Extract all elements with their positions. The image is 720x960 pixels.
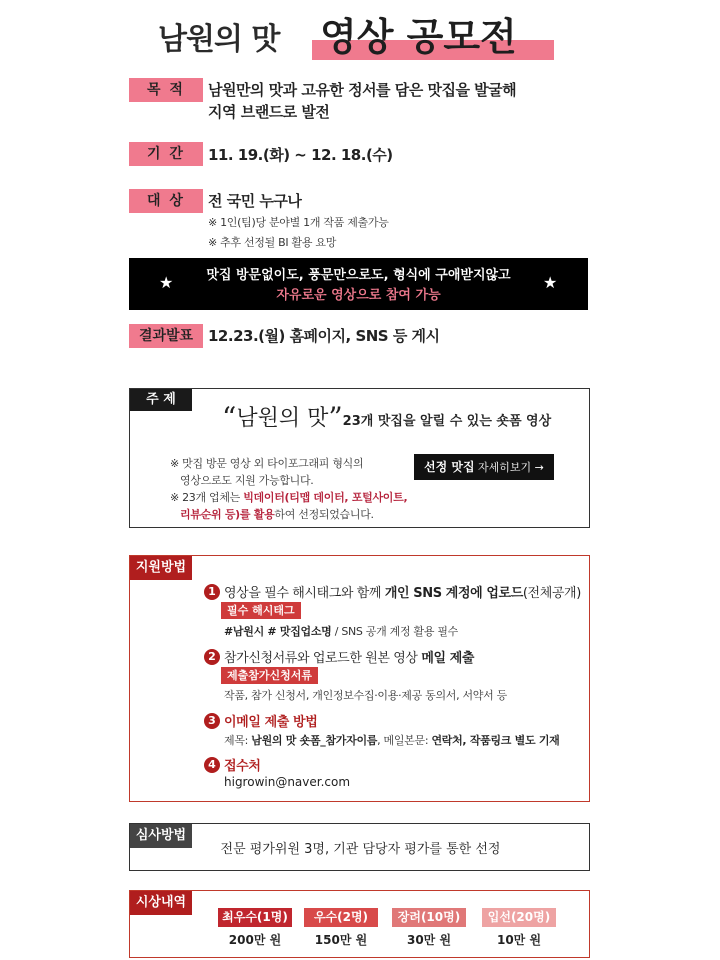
- step3-detail: 제목: 남원의 맛 숏폼_참가자이름, 메일본문: 연락처, 작품링크 별도 기재: [224, 734, 560, 747]
- participation-banner: [129, 258, 588, 310]
- star-icon: ★: [159, 273, 174, 292]
- topic-headline: [222, 401, 551, 434]
- step-number-2: 2: [204, 649, 220, 665]
- award-honorable: 입선(20명): [482, 908, 556, 927]
- judging-label: 심사방법: [130, 824, 192, 848]
- step2-detail: 작품, 참가 신청서, 개인정보수집·이용·제공 동의서, 서약서 등: [224, 689, 507, 702]
- banner-line1: 맛집 방문없이도, 풍문만으로도, 형식에 구애받지않고: [206, 268, 511, 283]
- step-number-1: 1: [204, 584, 220, 600]
- judging-box: [129, 823, 590, 871]
- purpose-line1: 남원만의 맛과 고유한 정서를 담은 맛집을 발굴해: [208, 81, 517, 99]
- awards-box: [129, 890, 590, 958]
- purpose-label: 목 적: [129, 78, 203, 102]
- step1-text: 영상을 필수 해시태그와 함께 개인 SNS 계정에 업로드(전체공개): [224, 586, 581, 601]
- award-grand-amount: 200만 원: [228, 933, 282, 947]
- step1-detail: #남원시 # 맛집업소명 / SNS 공개 계정 활용 필수: [224, 625, 459, 638]
- banner-line2: 자유로운 영상으로 참여 가능: [276, 288, 441, 303]
- award-excellence-amount: 150만 원: [314, 933, 368, 947]
- award-honorable-amount: 10만 원: [496, 933, 542, 947]
- step2-tag: 제출참가신청서류: [221, 667, 318, 684]
- award-encouragement: 장려(10명): [392, 908, 466, 927]
- title-part2: 영상 공모전: [320, 15, 517, 59]
- award-excellence: 우수(2명): [304, 908, 378, 927]
- topic-note3: ※ 23개 업체는 빅데이터(티맵 데이터, 포털사이트,: [170, 491, 408, 504]
- topic-box: [129, 388, 590, 528]
- topic-note1: ※ 맛집 방문 영상 외 타이포그래피 형식의: [170, 457, 364, 470]
- step4-text: 접수처: [224, 759, 261, 774]
- topic-label: 주 제: [130, 389, 192, 411]
- contact-email[interactable]: higrowin@naver.com: [224, 775, 351, 789]
- topic-quote-main: 남원의 맛: [236, 406, 329, 431]
- period-text: 11. 19.(화) ~ 12. 18.(수): [208, 146, 393, 164]
- step3-text: 이메일 제출 방법: [224, 715, 318, 730]
- purpose-line2: 지역 브랜드로 발전: [208, 103, 330, 121]
- award-encouragement-amount: 30만 원: [406, 933, 452, 947]
- results-label: 결과발표: [129, 324, 203, 348]
- target-note2: ※ 추후 선정될 BI 활용 요망: [208, 236, 337, 249]
- awards-label: 시상내역: [130, 891, 192, 915]
- award-grand: 최우수(1명): [218, 908, 292, 927]
- topic-note4: 리뷰순위 등)를 활용하여 선정되었습니다.: [180, 508, 374, 521]
- target-note1: ※ 1인(팀)당 분야별 1개 작품 제출가능: [208, 216, 389, 229]
- period-label: 기 간: [129, 142, 203, 166]
- step1-tag: 필수 해시태그: [221, 602, 301, 619]
- topic-quote-rest: 23개 맛집을 알릴 수 있는 숏폼 영상: [342, 414, 552, 429]
- selected-restaurants-link[interactable]: 선정 맛집 자세히보기 →: [414, 454, 554, 480]
- results-text: 12.23.(월) 홈페이지, SNS 등 게시: [208, 327, 440, 345]
- title-part1: 남원의 맛: [158, 22, 280, 57]
- step2-text: 참가신청서류와 업로드한 원본 영상 메일 제출: [224, 651, 475, 666]
- topic-note2: 영상으로도 지원 가능합니다.: [180, 474, 314, 487]
- target-label: 대 상: [129, 189, 203, 213]
- star-icon: ★: [543, 273, 558, 292]
- quote-open: “: [222, 401, 237, 434]
- step-number-3: 3: [204, 713, 220, 729]
- apply-label: 지원방법: [130, 556, 192, 580]
- apply-box: [129, 555, 590, 802]
- quote-close: ”: [328, 401, 343, 434]
- judging-text: 전문 평가위원 3명, 기관 담당자 평가를 통한 선정: [220, 842, 501, 857]
- step-number-4: 4: [204, 757, 220, 773]
- target-text: 전 국민 누구나: [208, 192, 302, 210]
